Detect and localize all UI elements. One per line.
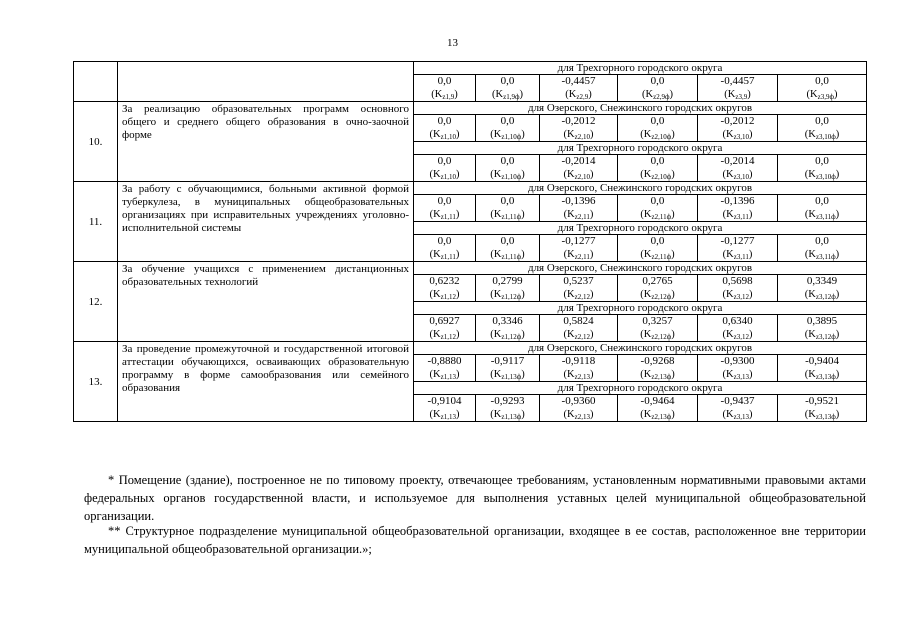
coefficient-cell [476, 355, 540, 382]
coefficient-value: 0,0 [437, 75, 452, 87]
coefficient-value: 0,0 [815, 155, 829, 167]
coefficient-subscript: z1,11 [440, 253, 456, 261]
coefficient-code: $(K_{z1,10ф})$ [490, 169, 525, 181]
coefficient-value: -0,9300 [720, 355, 755, 367]
group-header-trekhgorny: для Трехгорного городского округа [414, 222, 867, 235]
coefficient-symbol: K [726, 289, 734, 300]
coefficient-symbol: K [493, 329, 502, 340]
coefficient-cell [778, 395, 867, 422]
coefficient-value: -0,2012 [720, 115, 755, 127]
coefficient-value: -0,9104 [427, 395, 462, 407]
coefficient-value: -0,2012 [561, 115, 596, 127]
coefficient-code: $(K_{z3,10ф})$ [804, 129, 840, 141]
coefficient-code: $(K_{z2,10})$ [563, 169, 594, 181]
coefficient-subscript: z3,10 [733, 173, 749, 181]
coefficient-value: -0,9117 [490, 355, 525, 367]
coefficient-code: $(K_{z2,13ф})$ [640, 409, 675, 421]
coefficient-subscript: z1,13ф [501, 373, 522, 381]
table-row [74, 102, 867, 115]
coefficient-symbol: K [643, 329, 652, 340]
coefficient-symbol: K [643, 129, 652, 140]
coefficient-subscript: z2,9ф [653, 93, 670, 101]
coefficient-subscript: z3,13 [733, 373, 749, 381]
coefficient-symbol: K [726, 129, 734, 140]
row-description: За обучение учащихся с применением дистанционных образовательных технологий [118, 262, 414, 342]
coefficient-cell [540, 115, 618, 142]
coefficient-code: $(K_{z1,9ф})$ [492, 89, 523, 101]
coefficient-symbol: K [433, 329, 441, 340]
coefficient-subscript: z1,12 [440, 293, 456, 301]
coefficient-symbol: K [726, 369, 734, 380]
coefficient-code: $(K_{z1,12ф})$ [490, 289, 525, 301]
coefficient-subscript: z1,12ф [501, 293, 522, 301]
group-header-ozersk-snezhinsk: для Озерского, Снежинского городских округов [414, 262, 867, 275]
coefficient-cell [618, 155, 698, 182]
coefficient-symbol: K [726, 249, 734, 260]
coefficient-subscript: z1,10 [440, 173, 456, 181]
coefficient-cell [414, 155, 476, 182]
coefficient-cell [540, 355, 618, 382]
coefficient-subscript: z3,12 [733, 293, 749, 301]
coefficient-code: $(K_{z3,13})$ [722, 409, 753, 421]
coefficient-value: -0,2014 [561, 155, 596, 167]
coefficient-cell [476, 275, 540, 302]
coefficient-code: $(K_{z3,11ф})$ [804, 249, 840, 261]
footnote-1: * Помещение (здание), построенное не по типовому проекту, отвечающее требованиям, установленным нормативными правовыми актами федеральных органов государственной власти, и используемое для выполнения уставных целей муниципальной общеобразовательной организации. [84, 473, 866, 523]
coefficient-subscript: z1,13 [440, 413, 456, 421]
coefficient-cell [778, 275, 867, 302]
coefficient-subscript: z1,11ф [501, 213, 522, 221]
coefficient-cell [414, 355, 476, 382]
coefficient-symbol: K [567, 289, 575, 300]
coefficient-value: 0,3257 [642, 315, 673, 327]
coefficient-subscript: z1,10ф [501, 133, 522, 141]
coefficient-symbol: K [433, 169, 441, 180]
coefficient-symbol: K [567, 409, 575, 420]
coefficient-subscript: z1,11ф [501, 253, 522, 261]
coefficient-symbol: K [808, 409, 816, 420]
coefficient-cell [540, 315, 618, 342]
coefficient-value: 0,2765 [642, 275, 673, 287]
coefficient-subscript: z3,10 [733, 133, 749, 141]
coefficient-symbol: K [726, 209, 734, 220]
coefficient-code: $(K_{z2,10ф})$ [640, 169, 675, 181]
coefficient-subscript: z1,12ф [501, 333, 522, 341]
coefficient-value: -0,1277 [561, 235, 596, 247]
coefficient-symbol: K [808, 169, 816, 180]
coefficient-value: -0,2014 [720, 155, 755, 167]
coefficient-cell [698, 235, 778, 262]
coefficient-cell [414, 275, 476, 302]
coefficient-value: -0,9118 [561, 355, 596, 367]
coefficient-value: 0,0 [500, 235, 515, 247]
coefficient-value: 0,5824 [563, 315, 594, 327]
coefficient-cell [476, 155, 540, 182]
coefficient-subscript: z2,10 [574, 173, 590, 181]
coefficient-symbol: K [493, 209, 502, 220]
coefficient-cell [698, 155, 778, 182]
coefficient-subscript: z3,11ф [816, 253, 836, 261]
coefficient-subscript: z2,11ф [651, 213, 672, 221]
coefficient-value: 0,0 [815, 75, 829, 87]
coefficient-cell [698, 315, 778, 342]
coefficient-code: $(K_{z2,13})$ [563, 369, 594, 381]
coefficient-code: $(K_{z2,12ф})$ [640, 329, 675, 341]
coefficient-cell [618, 75, 698, 102]
coefficient-value: 0,0 [500, 155, 515, 167]
coefficient-cell [476, 115, 540, 142]
coefficient-symbol: K [643, 209, 652, 220]
coefficient-value: -0,1396 [561, 195, 596, 207]
row-number: 10. [74, 102, 118, 182]
coefficient-subscript: z1,9 [442, 93, 455, 101]
row-number: 11. [74, 182, 118, 262]
coefficient-subscript: z2,11 [574, 213, 590, 221]
coefficient-symbol: K [726, 409, 734, 420]
group-header-ozersk-snezhinsk: для Озерского, Снежинского городских округов [414, 182, 867, 195]
coefficient-cell [618, 315, 698, 342]
coefficient-code: $(K_{z2,9})$ [565, 89, 592, 101]
coefficient-value: 0,6340 [722, 315, 753, 327]
row-description: За реализацию образовательных программ основного общего и среднего общего образования в очно-заочной форме [118, 102, 414, 182]
coefficient-symbol: K [643, 169, 652, 180]
group-header-trekhgorny: для Трехгорного городского округа [414, 302, 867, 315]
coefficient-cell [618, 195, 698, 222]
coefficient-code: $(K_{z3,11})$ [722, 249, 753, 261]
group-header-ozersk-snezhinsk: для Озерского, Снежинского городских округов [414, 342, 867, 355]
coefficient-cell [540, 275, 618, 302]
group-header-trekhgorny: для Трехгорного городского округа [414, 142, 867, 155]
coefficient-value: -0,9521 [805, 395, 839, 407]
coefficient-subscript: z3,10ф [815, 173, 836, 181]
coefficient-subscript: z2,9 [576, 93, 589, 101]
coefficient-code: $(K_{z3,10ф})$ [804, 169, 840, 181]
coefficient-cell [476, 235, 540, 262]
coefficient-subscript: z1,11 [440, 213, 456, 221]
coefficient-code: $(K_{z3,13})$ [722, 369, 753, 381]
coefficient-symbol: K [808, 209, 816, 220]
coefficient-code: $(K_{z1,11})$ [429, 249, 460, 261]
coefficient-cell [778, 155, 867, 182]
coefficient-cell [540, 75, 618, 102]
coefficient-code: $(K_{z1,10ф})$ [490, 129, 525, 141]
coefficient-subscript: z3,10ф [815, 133, 836, 141]
row-description: За проведение промежуточной и государственной итоговой аттестации обучающихся, осваивающих образовательную программу в форме самообразования или семейного образования [118, 342, 414, 422]
coefficient-value: 0,0 [650, 115, 665, 127]
coefficient-subscript: z1,13ф [501, 413, 522, 421]
coefficient-cell [698, 195, 778, 222]
coefficient-code: $(K_{z3,10})$ [722, 169, 753, 181]
coefficient-subscript: z2,12ф [651, 293, 672, 301]
coefficient-cell [540, 155, 618, 182]
coefficient-cell [778, 115, 867, 142]
coefficient-value: 0,2799 [492, 275, 523, 287]
coefficient-value: 0,0 [437, 195, 452, 207]
coefficient-symbol: K [433, 249, 441, 260]
coefficient-subscript: z2,13ф [651, 413, 672, 421]
coefficient-code: $(K_{z2,13})$ [563, 409, 594, 421]
coefficient-value: -0,9437 [720, 395, 755, 407]
row-number-cell [74, 62, 118, 102]
coefficient-symbol: K [808, 329, 816, 340]
coefficient-cell [414, 235, 476, 262]
coefficient-symbol: K [433, 129, 441, 140]
coefficient-cell [618, 115, 698, 142]
coefficient-value: 0,0 [437, 115, 452, 127]
coefficient-cell [778, 195, 867, 222]
coefficient-subscript: z2,10 [574, 133, 590, 141]
table-row [74, 342, 867, 355]
coefficient-value: -0,9404 [805, 355, 839, 367]
coefficient-cell [618, 235, 698, 262]
coefficient-subscript: z1,10ф [501, 173, 522, 181]
coefficient-code: $(K_{z2,10})$ [563, 129, 594, 141]
coefficient-value: 0,3346 [492, 315, 523, 327]
coefficient-subscript: z3,11ф [816, 213, 836, 221]
coefficient-symbol: K [567, 329, 575, 340]
coefficient-value: 0,0 [815, 115, 829, 127]
coefficient-symbol: K [493, 169, 502, 180]
coefficient-subscript: z2,11 [574, 253, 590, 261]
coefficient-symbol: K [493, 249, 502, 260]
coefficient-subscript: z3,9 [735, 93, 748, 101]
coefficient-symbol: K [567, 209, 575, 220]
coefficient-cell [698, 115, 778, 142]
coefficient-code: $(K_{z3,11ф})$ [804, 209, 840, 221]
coefficient-subscript: z2,12ф [651, 333, 672, 341]
coefficient-cell [778, 315, 867, 342]
coefficient-cell [476, 195, 540, 222]
coefficient-code: $(K_{z2,10ф})$ [640, 129, 675, 141]
coefficient-symbol: K [808, 249, 816, 260]
coefficient-value: 0,3895 [806, 315, 838, 327]
coefficient-value: 0,0 [650, 155, 665, 167]
coefficient-subscript: z3,12ф [815, 333, 836, 341]
group-header-trekhgorny: для Трехгорного городского округа [414, 62, 867, 75]
row-number: 13. [74, 342, 118, 422]
coefficient-value: 0,6927 [429, 315, 460, 327]
coefficient-code: $(K_{z1,13ф})$ [490, 369, 525, 381]
coefficient-cell [476, 75, 540, 102]
coefficient-code: $(K_{z2,12ф})$ [640, 289, 675, 301]
coefficient-value: 0,6232 [429, 275, 460, 287]
coefficient-value: -0,4457 [720, 75, 755, 87]
page-number: 13 [447, 37, 458, 49]
coefficient-subscript: z2,13 [574, 373, 590, 381]
coefficient-code: $(K_{z3,9})$ [724, 89, 751, 101]
coefficient-cell [414, 115, 476, 142]
coefficient-code: $(K_{z1,11ф})$ [490, 209, 525, 221]
coefficient-code: $(K_{z2,13ф})$ [640, 369, 675, 381]
coefficient-code: $(K_{z1,10})$ [429, 169, 460, 181]
row-description: За работу с обучающимися, больными активной формой туберкулеза, в муниципальных общеобразовательных организациях при исправительных учреждениях уголовно-исполнительной системы [118, 182, 414, 262]
coefficient-cell [778, 235, 867, 262]
coefficient-subscript: z2,12 [574, 333, 590, 341]
coefficient-code: $(K_{z1,12})$ [429, 289, 460, 301]
coefficient-cell [414, 395, 476, 422]
coefficient-value: 0,0 [437, 235, 452, 247]
coefficient-subscript: z1,10 [440, 133, 456, 141]
row-number: 12. [74, 262, 118, 342]
coefficient-symbol: K [645, 89, 654, 100]
footnote-2: ** Структурное подразделение муниципальной общеобразовательной организации, входящее в ее состав, расположенное вне территории муниципальной общеобразовательной организации.»; [84, 524, 866, 556]
coefficient-value: 0,0 [500, 75, 515, 87]
coefficient-cell [540, 195, 618, 222]
coefficient-cell [618, 355, 698, 382]
coefficient-subscript: z2,10ф [651, 133, 672, 141]
coefficient-symbol: K [433, 409, 441, 420]
coefficient-value: 0,0 [650, 195, 665, 207]
coefficient-value: -0,9464 [640, 395, 675, 407]
coefficient-symbol: K [810, 89, 818, 100]
coefficient-subscript: z2,13ф [651, 373, 672, 381]
coefficient-symbol: K [643, 409, 652, 420]
coefficient-code: $(K_{z2,11ф})$ [640, 209, 675, 221]
coefficient-cell [414, 315, 476, 342]
coefficient-code: $(K_{z1,12ф})$ [490, 329, 525, 341]
coefficient-value: 0,0 [815, 195, 829, 207]
coefficient-subscript: z3,13ф [815, 373, 836, 381]
coefficient-subscript: z2,12 [574, 293, 590, 301]
coefficient-cell [414, 75, 476, 102]
coefficient-subscript: z2,10ф [651, 173, 672, 181]
coefficient-code: $(K_{z2,11ф})$ [640, 249, 675, 261]
coefficient-symbol: K [808, 289, 816, 300]
coefficient-value: 0,0 [500, 115, 515, 127]
coefficient-subscript: z3,9ф [817, 93, 835, 101]
table-row [74, 182, 867, 195]
coefficient-cell [540, 395, 618, 422]
coefficient-code: $(K_{z1,12})$ [429, 329, 460, 341]
coefficient-symbol: K [434, 89, 443, 100]
coefficient-code: $(K_{z1,13ф})$ [490, 409, 525, 421]
coefficient-symbol: K [808, 129, 816, 140]
coefficient-value: 0,0 [650, 75, 665, 87]
coefficient-cell [414, 195, 476, 222]
coefficient-symbol: K [493, 289, 502, 300]
coefficient-value: -0,1277 [720, 235, 755, 247]
coefficient-value: -0,1396 [720, 195, 755, 207]
coefficient-code: $(K_{z2,12})$ [563, 329, 594, 341]
coefficient-symbol: K [643, 369, 652, 380]
coefficient-code: $(K_{z3,9ф})$ [806, 89, 838, 101]
coefficient-symbol: K [567, 249, 575, 260]
coefficient-value: -0,9268 [640, 355, 675, 367]
coefficient-code: $(K_{z3,12})$ [722, 329, 753, 341]
coefficient-symbol: K [493, 129, 502, 140]
coefficient-cell [476, 395, 540, 422]
table-row [74, 262, 867, 275]
coefficient-symbol: K [726, 169, 734, 180]
coefficient-cell [698, 75, 778, 102]
coefficient-cell [698, 355, 778, 382]
coefficient-code: $(K_{z3,12ф})$ [804, 289, 840, 301]
coefficients-table [73, 61, 867, 422]
coefficient-value: -0,8880 [427, 355, 462, 367]
coefficient-subscript: z1,12 [440, 333, 456, 341]
coefficient-subscript: z1,9ф [503, 93, 520, 101]
coefficient-subscript: z2,13 [574, 413, 590, 421]
coefficient-subscript: z3,13 [733, 413, 749, 421]
coefficient-cell [540, 235, 618, 262]
coefficient-subscript: z3,12 [733, 333, 749, 341]
coefficient-subscript: z1,13 [440, 373, 456, 381]
coefficient-code: $(K_{z1,9})$ [431, 89, 458, 101]
coefficient-symbol: K [568, 89, 577, 100]
coefficient-value: 0,0 [500, 195, 515, 207]
coefficient-code: $(K_{z2,12})$ [563, 289, 594, 301]
coefficient-subscript: z3,13ф [815, 413, 836, 421]
coefficient-code: $(K_{z3,13ф})$ [804, 369, 840, 381]
coefficient-code: $(K_{z3,10})$ [722, 129, 753, 141]
coefficient-code: $(K_{z1,10})$ [429, 129, 460, 141]
coefficient-subscript: z3,12ф [815, 293, 836, 301]
coefficient-symbol: K [643, 249, 652, 260]
coefficient-symbol: K [493, 369, 502, 380]
coefficient-value: 0,0 [650, 235, 665, 247]
coefficient-code: $(K_{z3,12})$ [722, 289, 753, 301]
coefficient-cell [476, 315, 540, 342]
coefficient-value: 0,5698 [722, 275, 753, 287]
coefficient-code: $(K_{z2,11})$ [563, 209, 594, 221]
coefficient-cell [618, 275, 698, 302]
coefficient-value: 0,0 [437, 155, 452, 167]
coefficient-code: $(K_{z3,11})$ [722, 209, 753, 221]
coefficient-symbol: K [726, 329, 734, 340]
coefficient-subscript: z2,11ф [651, 253, 672, 261]
coefficient-symbol: K [493, 409, 502, 420]
coefficient-symbol: K [433, 369, 441, 380]
coefficient-code: $(K_{z1,11})$ [429, 209, 460, 221]
coefficient-code: $(K_{z3,12ф})$ [804, 329, 840, 341]
coefficient-symbol: K [495, 89, 504, 100]
coefficient-subscript: z3,11 [733, 213, 749, 221]
coefficient-code: $(K_{z2,9ф})$ [642, 89, 673, 101]
row-description-cell [118, 62, 414, 102]
coefficient-symbol: K [433, 209, 441, 220]
coefficient-code: $(K_{z3,13ф})$ [804, 409, 840, 421]
coefficient-subscript: z3,11 [733, 253, 749, 261]
coefficient-value: -0,4457 [561, 75, 596, 87]
coefficient-cell [698, 275, 778, 302]
coefficient-value: 0,3349 [806, 275, 838, 287]
coefficient-code: $(K_{z1,13})$ [429, 369, 460, 381]
coefficient-cell [778, 75, 867, 102]
coefficient-symbol: K [567, 169, 575, 180]
group-header-trekhgorny: для Трехгорного городского округа [414, 382, 867, 395]
coefficient-cell [618, 395, 698, 422]
coefficient-symbol: K [643, 289, 652, 300]
group-header-ozersk-snezhinsk: для Озерского, Снежинского городских округов [414, 102, 867, 115]
coefficient-code: $(K_{z2,11})$ [563, 249, 594, 261]
coefficient-symbol: K [727, 89, 736, 100]
coefficient-value: 0,0 [815, 235, 829, 247]
coefficient-symbol: K [567, 129, 575, 140]
coefficient-value: 0,5237 [563, 275, 594, 287]
coefficient-cell [778, 355, 867, 382]
coefficient-value: -0,9360 [561, 395, 596, 407]
coefficient-symbol: K [567, 369, 575, 380]
coefficient-cell [698, 395, 778, 422]
coefficient-code: $(K_{z1,11ф})$ [490, 249, 525, 261]
coefficient-symbol: K [433, 289, 441, 300]
coefficient-code: $(K_{z1,13})$ [429, 409, 460, 421]
coefficient-value: -0,9293 [490, 395, 525, 407]
coefficient-symbol: K [808, 369, 816, 380]
